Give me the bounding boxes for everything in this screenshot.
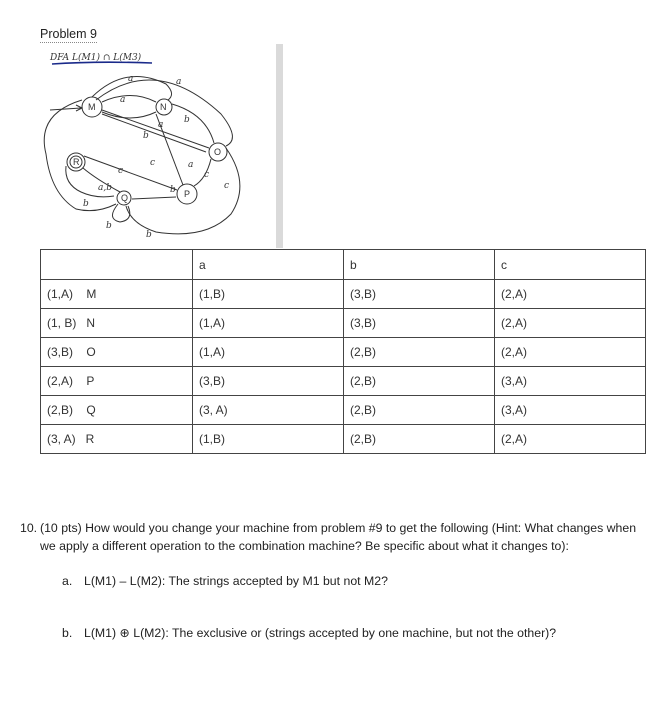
table-header-cell: c [495,250,646,280]
part-a-text: L(M1) – L(M2): The strings accepted by M1 but not M2? [84,574,388,588]
table-cell: (3,B) O [41,338,193,367]
part-b-label: b. [62,626,73,640]
table-cell: (2,B) [344,367,495,396]
table-cell: (2,B) [344,338,495,367]
table-row [41,338,646,367]
table-cell: (1,B) [193,280,344,309]
image-divider-bar [276,44,283,248]
edge-label: c [204,170,210,180]
edge-label: b [106,221,112,231]
table-header-cell: a [193,250,344,280]
edge-label: b [184,115,190,125]
table-header-cell: b [344,250,495,280]
table-cell: (2,A) [495,425,646,454]
transition-table [40,249,646,454]
table-cell: (3,A) [495,396,646,425]
table-row [41,367,646,396]
edge-label: a [120,95,126,105]
edge-label: b [146,230,152,240]
table-cell: (2,A) P [41,367,193,396]
table-cell: (3,B) [344,309,495,338]
table-cell: (1,A) [193,338,344,367]
question-10-number: 10. [20,521,38,535]
table-header-cell [41,250,193,280]
edge-label: a [188,160,194,170]
table-cell: (3,B) [344,280,495,309]
state-label-m: M [88,102,96,112]
part-a-label: a. [62,574,73,588]
table-cell: (2,B) [344,396,495,425]
table-cell: (2,B) [344,425,495,454]
state-label-q: Q [121,193,129,203]
edge-label: c [118,166,124,176]
table-cell: (1,A) [193,309,344,338]
table-row [41,309,646,338]
edge-label: b [143,131,149,141]
edge-label: b [170,185,176,195]
edge-label: a [128,74,134,84]
table-cell: (1,B) [193,425,344,454]
table-cell: (2,A) [495,309,646,338]
edge-label: a [158,120,164,130]
question-10 [20,519,650,555]
table-cell: (2,B) Q [41,396,193,425]
dfa-sketch-diagram [36,44,246,250]
table-header-row [41,250,646,280]
question-10-part-b [62,626,556,640]
question-10-part-a [62,574,388,588]
table-cell: (3, A) R [41,425,193,454]
table-row [41,280,646,309]
edge-label: b [83,199,89,209]
table-cell: (2,A) [495,338,646,367]
table-row [41,396,646,425]
table-cell: (3,B) [193,367,344,396]
table-row [41,425,646,454]
part-b-text: L(M1) ⊕ L(M2): The exclusive or (strings accepted by one machine, but not the other)? [84,626,557,640]
state-label-o: O [214,147,222,157]
problem-heading: Problem 9 [40,27,97,41]
edge-label: c [150,158,156,168]
table-cell: (2,A) [495,280,646,309]
table-cell: (1,A) M [41,280,193,309]
state-label-p: P [184,189,191,199]
table-cell: (3,A) [495,367,646,396]
edge-label: c [224,181,230,191]
state-label-r: R [73,157,80,167]
edge-label: a [176,77,182,87]
edge-label: a,b [98,183,112,193]
table-cell: (1, B) N [41,309,193,338]
question-10-text: (10 pts) How would you change your machine from problem #9 to get the following (Hint: What changes when we apply a different operation to the combination machine? Be specific about what it changes to): [40,521,637,553]
state-label-n: N [160,102,167,112]
diagram-title-note: DFA L(M1) ∩ L(M3) [50,53,142,63]
table-cell: (3, A) [193,396,344,425]
